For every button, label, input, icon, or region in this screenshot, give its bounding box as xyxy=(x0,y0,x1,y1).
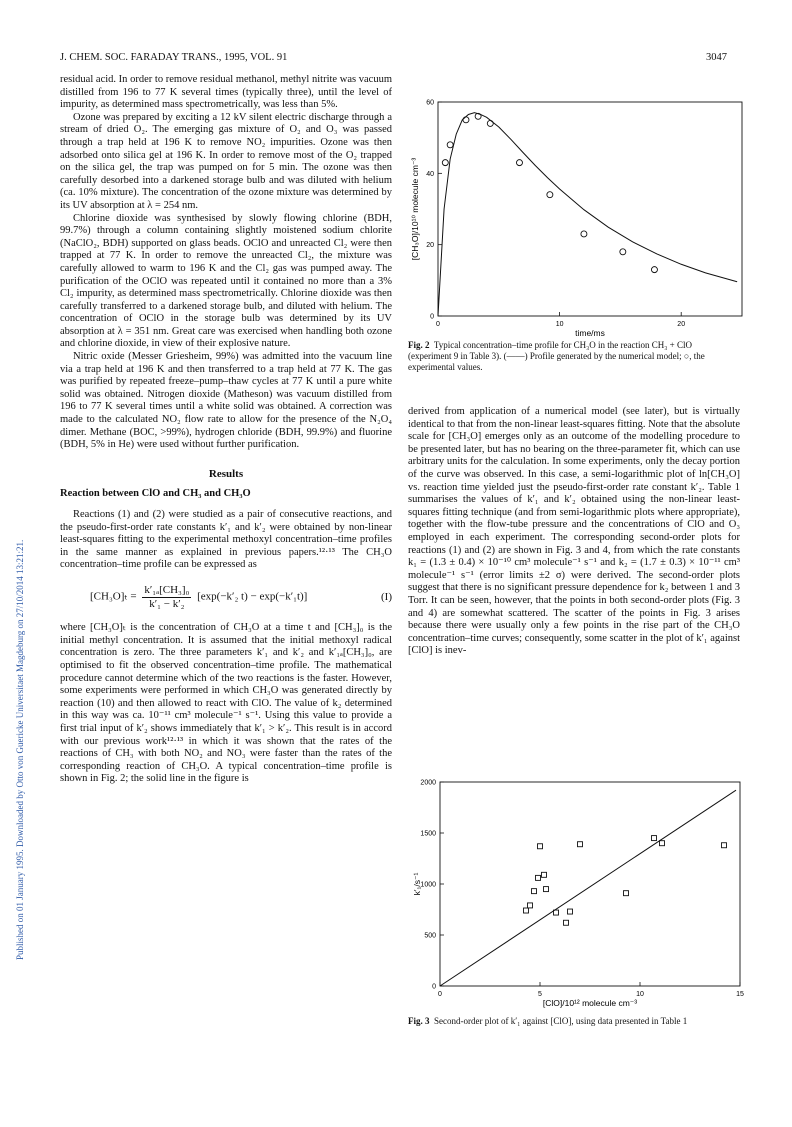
data-point xyxy=(542,872,547,877)
y-tick-label: 0 xyxy=(432,983,436,991)
equation-lhs: [CH₃O]ₜ = xyxy=(90,590,137,603)
data-point xyxy=(568,909,573,914)
y-tick-label: 60 xyxy=(426,99,434,107)
x-tick-label: 10 xyxy=(636,991,644,998)
y-tick-label: 1000 xyxy=(420,881,436,889)
paragraph: Chlorine dioxide was synthesised by slowly flowing chlorine (BDH, 99.7%) through a column containing slightly moistened sodium chlorite (NaClO₂, BDH) supported on glass beads. OClO and unreacted Cl₂ were then trapped at 77 K. In order to remove the unreacted Cl₂, the mixture was carefully allowed to warm to 196 K and the Cl₂ gas was pumped away. The purification of the OClO was repeated until it contained no more than a 3% Cl₂ impurity, as determined mass spectrometrically. Chlorine dioxide was then carefully transferred to a darkened storage bulb, and diluted with helium. The concentration of OClO in the storage bulb was determined by its UV absorption at λ = 351 nm. Great care was exercised when handling both ozone and chlorine dioxide, in view of their explosive nature. xyxy=(60,212,392,350)
equation-fraction xyxy=(142,584,191,610)
y-axis-label: [CH₃O]/10¹⁰ molecule cm⁻³ xyxy=(410,157,420,261)
equation-denominator: k′₁ − k′₂ xyxy=(149,597,185,610)
paragraph: Nitric oxide (Messer Griesheim, 99%) was admitted into the vacuum line via a trap held at 196 K and then transferred to a trap held at 77 K. The gas was purified by repeated freeze–pump–thaw cycles at 77 K until a pure white solid was obtained. Nitrogen dioxide (Matheson) was vacuum distilled from 196 to 77 K several times until a white solid was obtained. A correction was made to the calculated NO₂ flow rate to allow for the presence of the N₂O₄ dimer. Methane (BOC, >99%), hydrogen chloride (BDH, 99.9%) and fluorine (BDH, 5% in He) were used without further purification. xyxy=(60,351,392,451)
plot-frame xyxy=(440,782,740,986)
data-point xyxy=(538,844,543,849)
fig2-chart xyxy=(408,94,744,338)
paragraph: where [CH₃O]ₜ is the concentration of CH₃O at a time t and [CH₃]₀ is the initial methyl concentration. It is assumed that the initial methoxyl radical concentration is zero. The three parameters k′₁ and k′₂ and k′₁ₐ[CH₃]₀, are optimised to fit the observed concentration–time profile. The mathematical procedure cannot determine which of the two reactions is the faster. However, some experiments were performed in which CH₃O was generated directly by reaction (10) and then allowed to react with ClO. The value of k₂ determined in this way was ca. 10⁻¹¹ cm³ molecule⁻¹ s⁻¹. Using this value to provide a first trial input of k′₂ shows immediately that k′₁ > k′₂. This result is in accord with our previous work¹²·¹³ in which it was shown that the rates of the reactions of CH₃ with both NO₂ and NO₃ were faster than the rates of the corresponding reaction of CH₃O. A typical concentration–time profile is shown in Fig. 2; the solid line in the figure is xyxy=(60,622,392,785)
y-tick-label: 2000 xyxy=(420,779,436,787)
fig2-caption xyxy=(408,340,736,373)
data-point xyxy=(624,891,629,896)
x-axis-label: [ClO]/10¹² molecule cm⁻³ xyxy=(542,998,638,1008)
data-point xyxy=(528,903,533,908)
equation-numerator: k′₁ₐ[CH₃]₀ xyxy=(144,583,190,596)
series-line xyxy=(440,790,736,986)
data-point xyxy=(651,267,657,273)
left-column xyxy=(60,74,392,786)
x-tick-label: 10 xyxy=(555,321,564,328)
equation-label: (I) xyxy=(381,590,392,603)
x-tick-label: 20 xyxy=(677,321,686,328)
paragraph: derived from application of a numerical model (see later), but is virtually identical to that from the non-linear least-squares fitting. Note that the absolute scale for [CH₃O] emerges only as an outcome of the modelling procedure to be presented later, but has no bearing on the three-parameter fit, which can use arbitrary units for the calculation. In some experiments, only the decay portion of the curve was observed. In this case, a semi-logarithmic plot of ln[CH₃O] vs. reaction time yielded just the pseudo-first-order rate constant k′₂. Table 1 summarises the values of k′₁ and k′₂ obtained using the non-linear least-squares fitting technique (and from semi-logarithmic plots where appropriate), together with the flow-tube pressure and the concentrations of ClO and O₃ employed in each experiment. The corresponding second-order plots for reactions (1) and (2) are shown in Fig. 3 and 4, from which the rate constants k₁ = (1.3 ± 0.4) × 10⁻¹⁰ cm³ molecule⁻¹ s⁻¹ and k₂ = (1.7 ± 0.3) × 10⁻¹¹ cm³ molecule⁻¹ s⁻¹ (error limits ±2 σ) were derived. The second-order plots suggest that there is no significant pressure dependence for k₂ between 1 and 3 Torr. It can be seen, however, that the points in both second-order plots (Fig. 3 and 4) are somewhat scattered. The scatter of the points in Fig. 3 arises because there were usually only a few points in the rise part of the CH₃O concentration–time curves; consequently, some scatter in the plot of k′₁ against [ClO] is inev- xyxy=(408,406,740,657)
y-tick-label: 500 xyxy=(424,932,436,940)
data-point xyxy=(463,117,469,123)
data-point xyxy=(581,231,587,237)
y-axis-label: k′₁/s⁻¹ xyxy=(412,872,422,896)
data-point xyxy=(524,908,529,913)
data-point xyxy=(578,842,583,847)
fig3-caption-text: Second-order plot of k′₁ against [ClO], using data presented in Table 1 xyxy=(434,1016,688,1026)
data-point xyxy=(652,836,657,841)
data-point xyxy=(660,841,665,846)
results-heading: Results xyxy=(208,467,244,480)
data-point xyxy=(722,843,727,848)
paragraph: Ozone was prepared by exciting a 12 kV silent electric discharge through a stream of dried O₂. The emerging gas mixture of O₂ and O₃ was passed through a trap held at 196 K to remove NO₂ impurities. Ozone was then adsorbed onto silica gel at 196 K. In order to remove most of the O₂ trapped on the silica gel, the trap was pumped on for 5 min. The ozone was then carefully desorbed into a darkened storage bulb and was diluted with helium (ca. 10% mixture). The concentration of the ozone mixture was determined by its UV absorption at λ = 254 nm. xyxy=(60,111,392,211)
x-tick-label: 15 xyxy=(736,991,744,998)
data-point xyxy=(447,142,453,148)
data-point xyxy=(544,887,549,892)
series-line xyxy=(438,113,737,316)
fig3-label: Fig. 3 xyxy=(408,1016,430,1026)
data-point xyxy=(564,920,569,925)
fig3-chart xyxy=(408,776,744,1014)
data-point xyxy=(516,160,522,166)
download-watermark xyxy=(3,180,25,960)
y-tick-label: 40 xyxy=(426,170,434,178)
data-point xyxy=(532,889,537,894)
data-point xyxy=(547,192,553,198)
y-tick-label: 20 xyxy=(426,242,434,250)
data-point xyxy=(620,249,626,255)
fig3-caption xyxy=(408,1016,736,1027)
data-point xyxy=(536,875,541,880)
data-point xyxy=(442,160,448,166)
fig2-label: Fig. 2 xyxy=(408,340,430,350)
journal-header: J. CHEM. SOC. FARADAY TRANS., 1995, VOL. 91 xyxy=(60,52,288,63)
x-tick-label: 0 xyxy=(436,321,440,328)
section-subheading: Reaction between ClO and CH₃ and CH₃O xyxy=(60,488,251,500)
x-tick-label: 5 xyxy=(538,991,542,998)
y-tick-label: 1500 xyxy=(420,830,436,838)
fig2-caption-text: Typical concentration–time profile for CH₃O in the reaction CH₃ + ClO (experiment 9 in Table 3). (——) Profile generated by the numerical model; ○, the experimental values. xyxy=(408,340,705,372)
x-tick-label: 0 xyxy=(438,991,442,998)
y-tick-label: 0 xyxy=(430,313,434,321)
download-note: Published on 01 January 1995. Downloaded by Otto von Guericke Universitaet Magdeburg on 27/10/2014 13:21:21. xyxy=(15,539,25,960)
page-number: 3047 xyxy=(706,52,727,63)
paragraph: residual acid. In order to remove residual methanol, methyl nitrite was vacuum distilled from 196 to 77 K several times (typically three), until the level of impurity, as determined mass spectrometrically, was less than 5%. xyxy=(60,74,392,111)
equation-rhs: [exp(−k′₂ t) − exp(−k′₁t)] xyxy=(197,590,308,603)
right-column xyxy=(408,406,740,658)
equation-1 xyxy=(60,584,392,610)
x-axis-label: time/ms xyxy=(575,328,605,338)
plot-frame xyxy=(438,102,742,316)
paragraph: Reactions (1) and (2) were studied as a pair of consecutive reactions, and the pseudo-first-order rate constants k′₁ and k′₂ were obtained by non-linear least-squares fitting to the experimental methoxyl concentration–time profiles in the same manner as explained in previous papers.¹²·¹³ The CH₃O concentration–time profile can be expressed as xyxy=(60,509,392,571)
